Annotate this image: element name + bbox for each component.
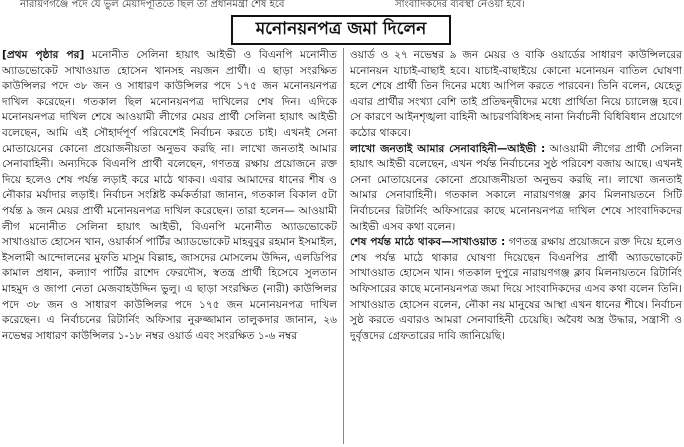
right-column xyxy=(350,48,682,445)
ivy-body-text: আওয়ামী লীগের প্রার্থী সেলিনা হায়াৎ আইভী বলেছেন, এখন পর্যন্ত নির্বাচনের সুষ্ঠ পরিবেশ বজায় আছে। এখনই সেনা মোতায়েনের কোনো প্রয়োজনীয়তা অনুভব করছি না। লাখো জনতাই আমার সেনাবাহিনী। গতকাল সকালে নারায়ণগঞ্জ ক্লাব মিলনায়তনে সিটি নির্বাচনের রিটার্নিং অফিসারের কাছে মনোনয়নপত্র দাখিল শেষে সাংবাদিকদের আইভী এসব কথা বলেন। xyxy=(350,142,682,233)
headline: মনোনয়নপত্র জমা দিলেন xyxy=(231,15,451,45)
left-paragraph xyxy=(2,48,337,344)
previous-article-strip xyxy=(0,0,684,12)
headline-area xyxy=(0,12,684,48)
right-paragraph-1: ওয়ার্ড ও ২৭ নভেম্বর ৯ জন মেয়র ও বাকি ওয়ার্ডের সাধারণ কাউন্সিলরের মনোনয়ন যাচাই-বাছাই হবে। যাচাই-বাছাইয়ে কোনো মনোনয়ন বাতিল ঘোষণা হলে শেষে প্রার্থী তিন দিনের মধ্যে আপিল করতে পারবেন। তিনি বলেন, যেহেতু এবার প্রার্থীর সংখ্যা বেশি তাই প্রতিদ্বন্দ্বীদের মধ্যে প্রার্থিতা নিয়ে চ্যালেঞ্জ হবে। সে কারণে আইনশৃঙ্খলা বাহিনী আচরণবিধিসহ নানা নির্বাচনী বিধিবিধান প্রয়োগে কঠোর থাকবে। xyxy=(350,49,682,139)
left-body-text: মনোনীত সেলিনা হায়াৎ আইভী ও বিএনপি মনোনীত অ্যাডভোকেট সাখাওয়াত হোসেন খানসহ নয়জন প্রার্থী। এ ছাড়া সংরক্ষিত কাউন্সিলর পদে ৩৮ জন ও সাধারণ কাউন্সিলর পদে ১৭৫ জন মনোনয়নপত্র দাখিল করেছেন। গতকাল ছিল মনোনয়নপত্র দাখিলের শেষ দিন। এদিকে মনোনয়নপত্র দাখিল শেষে আওয়ামী লীগের মেয়র প্রার্থী সেলিনা হায়াৎ আইভী বলেছেন, আমি এই সৌহার্দপূর্ণ পরিবেশেই নির্বাচন করতে চাই। এখনই সেনা মোতায়েনের কোনো প্রয়োজনীয়তা অনুভব করছি না। লাখো জনতাই আমার সেনাবাহিনী। অন্যদিকে বিএনপি প্রার্থী বলেছেন, গণতন্ত্র রক্ষায় প্রয়োজনে রক্ত দিয়ে হলেও শেষ পর্যন্ত লড়াই করে মাঠে থাকব। এবার আমাদের ধানের শীষ ও নৌকার মর্যাদার লড়াই। নির্বাচন সংশ্লিষ্ট কর্মকর্তারা জানান, গতকাল বিকাল ৫টা পর্যন্ত ৯ জন মেয়র প্রার্থী মনোনয়নপত্র দাখিল করেছেন। তারা হলেন— আওয়ামী লীগ মনোনীত সেলিনা হায়াৎ আইভী, বিএনপি মনোনীত অ্যাডভোকেট সাখাওয়াত হোসেন খান, ওয়ার্কার্স পার্টির অ্যাডভোকেট মাহবুবুর রহমান ইসমাইল, ইসলামী আন্দোলনের মুফতি মাসুম বিল্লাহ, জাসদের মোসলেম উদ্দিন, এলডিপির কামাল প্রধান, কল্যাণ পার্টির রাশেদ ফেরদৌস, স্বতন্ত্র প্রার্থী হিসেবে সুলতান মাহমুদ ও জাপা নেতা মেজবাহউদ্দিন ভুলু। এ ছাড়া সংরক্ষিত (নারী) কাউন্সিলর পদে ৩৮ জন ও সাধারণ কাউন্সিলর পদে ১৭৫ জন মনোনয়নপত্র দাখিল করেছেন। এ নির্বাচনের রিটার্নিং অফিসার নুরুজ্জামান তালুকদার জানান, ২৬ নভেম্বর সাধারণ কাউন্সিলর ১-১৮ নম্বর ওয়ার্ড এবং সংরক্ষিত ১-৬ নম্বর xyxy=(2,49,337,342)
left-column xyxy=(2,48,337,445)
previous-article-text-left: নারায়ণগঞ্জে পদে যে ভুল মেয়াদপূর্তিতে ছিল তা প্রধানমন্ত্রী শেষ হবে xyxy=(20,0,285,10)
continuation-tag: [প্রথম পৃষ্ঠার পর] xyxy=(2,49,85,61)
sakhawat-body-text: গণতন্ত্র রক্ষায় প্রয়োজনে রক্ত দিয়ে হলেও শেষ পর্যন্ত মাঠে থাকার ঘোষণা দিয়েছেন বিএনপির প্রার্থী অ্যাডভোকেট সাখাওয়াত হোসেন খান। গতকাল দুপুরে নারায়ণগঞ্জ ক্লাব মিলনায়তনে রিটার্নিং অফিসারের কাছে মনোনয়নপত্র জমা দিয়ে সাংবাদিকদের এসব কথা বলেন তিনি। সাখাওয়াত হোসেন বলেন, নৌকা নয় মানুষের আস্থা এখন ধানের শীষে। নির্বাচন সুষ্ঠ করতে এবারও আমরা সেনাবাহিনী চেয়েছি। অবৈধ অস্ত্র উদ্ধার, সন্ত্রাসী ও দুর্বৃত্তদের গ্রেফতারের দাবি জানিয়েছি। xyxy=(350,236,682,342)
right-paragraph-3 xyxy=(350,235,682,344)
subheading-sakhawat: শেষ পর্যন্ত মাঠে থাকব—সাখাওয়াত : xyxy=(350,236,506,249)
column-divider xyxy=(343,48,344,444)
right-paragraph-2 xyxy=(350,142,682,236)
previous-article-text-right: সাংবাদিকদের ব্যবস্থা নেওয়া হবে। xyxy=(395,0,525,10)
subheading-ivy: লাখো জনতাই আমার সেনাবাহিনী—আইভী : xyxy=(350,142,546,155)
